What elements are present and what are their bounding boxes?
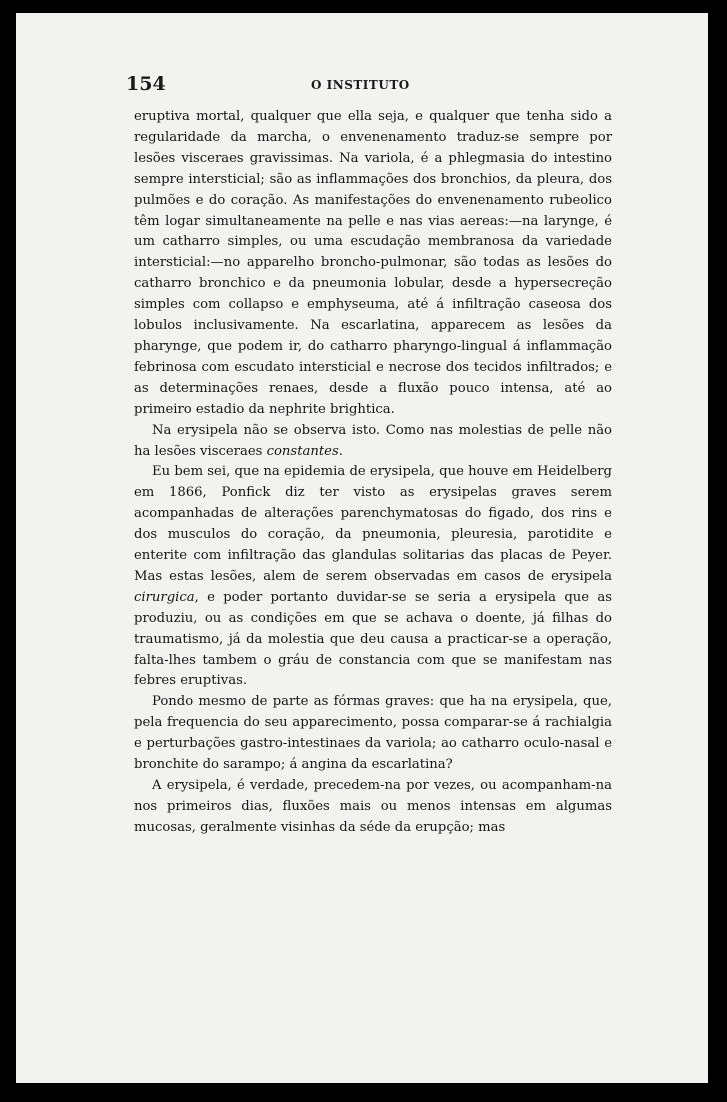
paragraph-3-emphasis: cirurgica [134, 589, 195, 605]
paragraph-2 [134, 421, 612, 463]
paragraph-5: A erysipela, é verdade, precedem-na por vezes, ou acompanham-na nos primeiros dias, fluxões mais ou menos intensas em algumas mucosas, geralmente visinhas da séde da erupção; mas [134, 778, 612, 835]
paragraph-2-end: . [338, 443, 343, 459]
paragraph-2-text: Na erysipela não se observa isto. Como nas molestias de pelle não ha lesões visceraes [134, 422, 612, 459]
book-page [16, 13, 708, 1083]
page-number: 154 [126, 73, 166, 95]
paragraph-3 [134, 462, 612, 692]
paragraph-1: eruptiva mortal, qualquer que ella seja, e qualquer que tenha sido a regularidade da marcha, o envenenamento traduz-se sempre por lesões visceraes gravissimas. Na variola, é a phlegmasia do intestino sempre intersticial; são as inflammações dos bronchios, da pleura, dos pulmões e do coração. As manifestações do envenenamento rubeolico têm logar simultaneamente na pelle e nas vias aereas:—na larynge, é um catharro simples, ou uma escudação membranosa da variedade intersticial:—no apparelho broncho-pulmonar, são todas as lesões do catharro bronchico e da pneumonia lobular, desde a hypersecreção simples com collapso e emphyseuma, até á infiltração caseosa dos lobulos inclusivamente. Na escarlatina, apparecem as lesões da pharynge, que podem ir, do catharro pharyngo-lingual á inflammação febrinosa com escudato intersticial e necrose dos tecidos infiltrados; e as determinações renaes, desde a fluxão pouco intensa, até ao primeiro estadio da nephrite brightica. [134, 109, 612, 417]
paragraph-3-end: , e poder portanto duvidar-se se seria a erysipela que as produziu, ou as condições em que se achava o doente, já filhas do traumatismo, já da molestia que deu causa a practicar-se a operação, falta-lhes tambem o gráu de constancia com que se manifestam nas febres eruptivas. [134, 589, 612, 689]
paragraph-3-text: Eu bem sei, que na epidemia de erysipela, que houve em Heidelberg em 1866, Ponfick diz ter visto as erysipelas graves serem acompanhadas de alterações parenchymatosas do figado, dos rins e dos musculos do coração, da pneumonia, pleuresia, parotidite e enterite com infiltração das glandulas solitarias das placas de Peyer. Mas estas lesões, alem de serem observadas em casos de erysipela [134, 464, 612, 584]
paragraph-4: Pondo mesmo de parte as fórmas graves: que ha na erysipela, que, pela frequencia do seu apparecimento, possa comparar-se á rachialgia e perturbações gastro-intestinaes da variola; ao catharro oculo-nasal e bronchite do sarampo; á angina da escarlatina? [134, 694, 612, 773]
page-header [16, 73, 708, 103]
paragraph-2-emphasis: constantes [266, 443, 339, 459]
running-title: O INSTITUTO [311, 78, 410, 92]
body-text [134, 107, 612, 839]
